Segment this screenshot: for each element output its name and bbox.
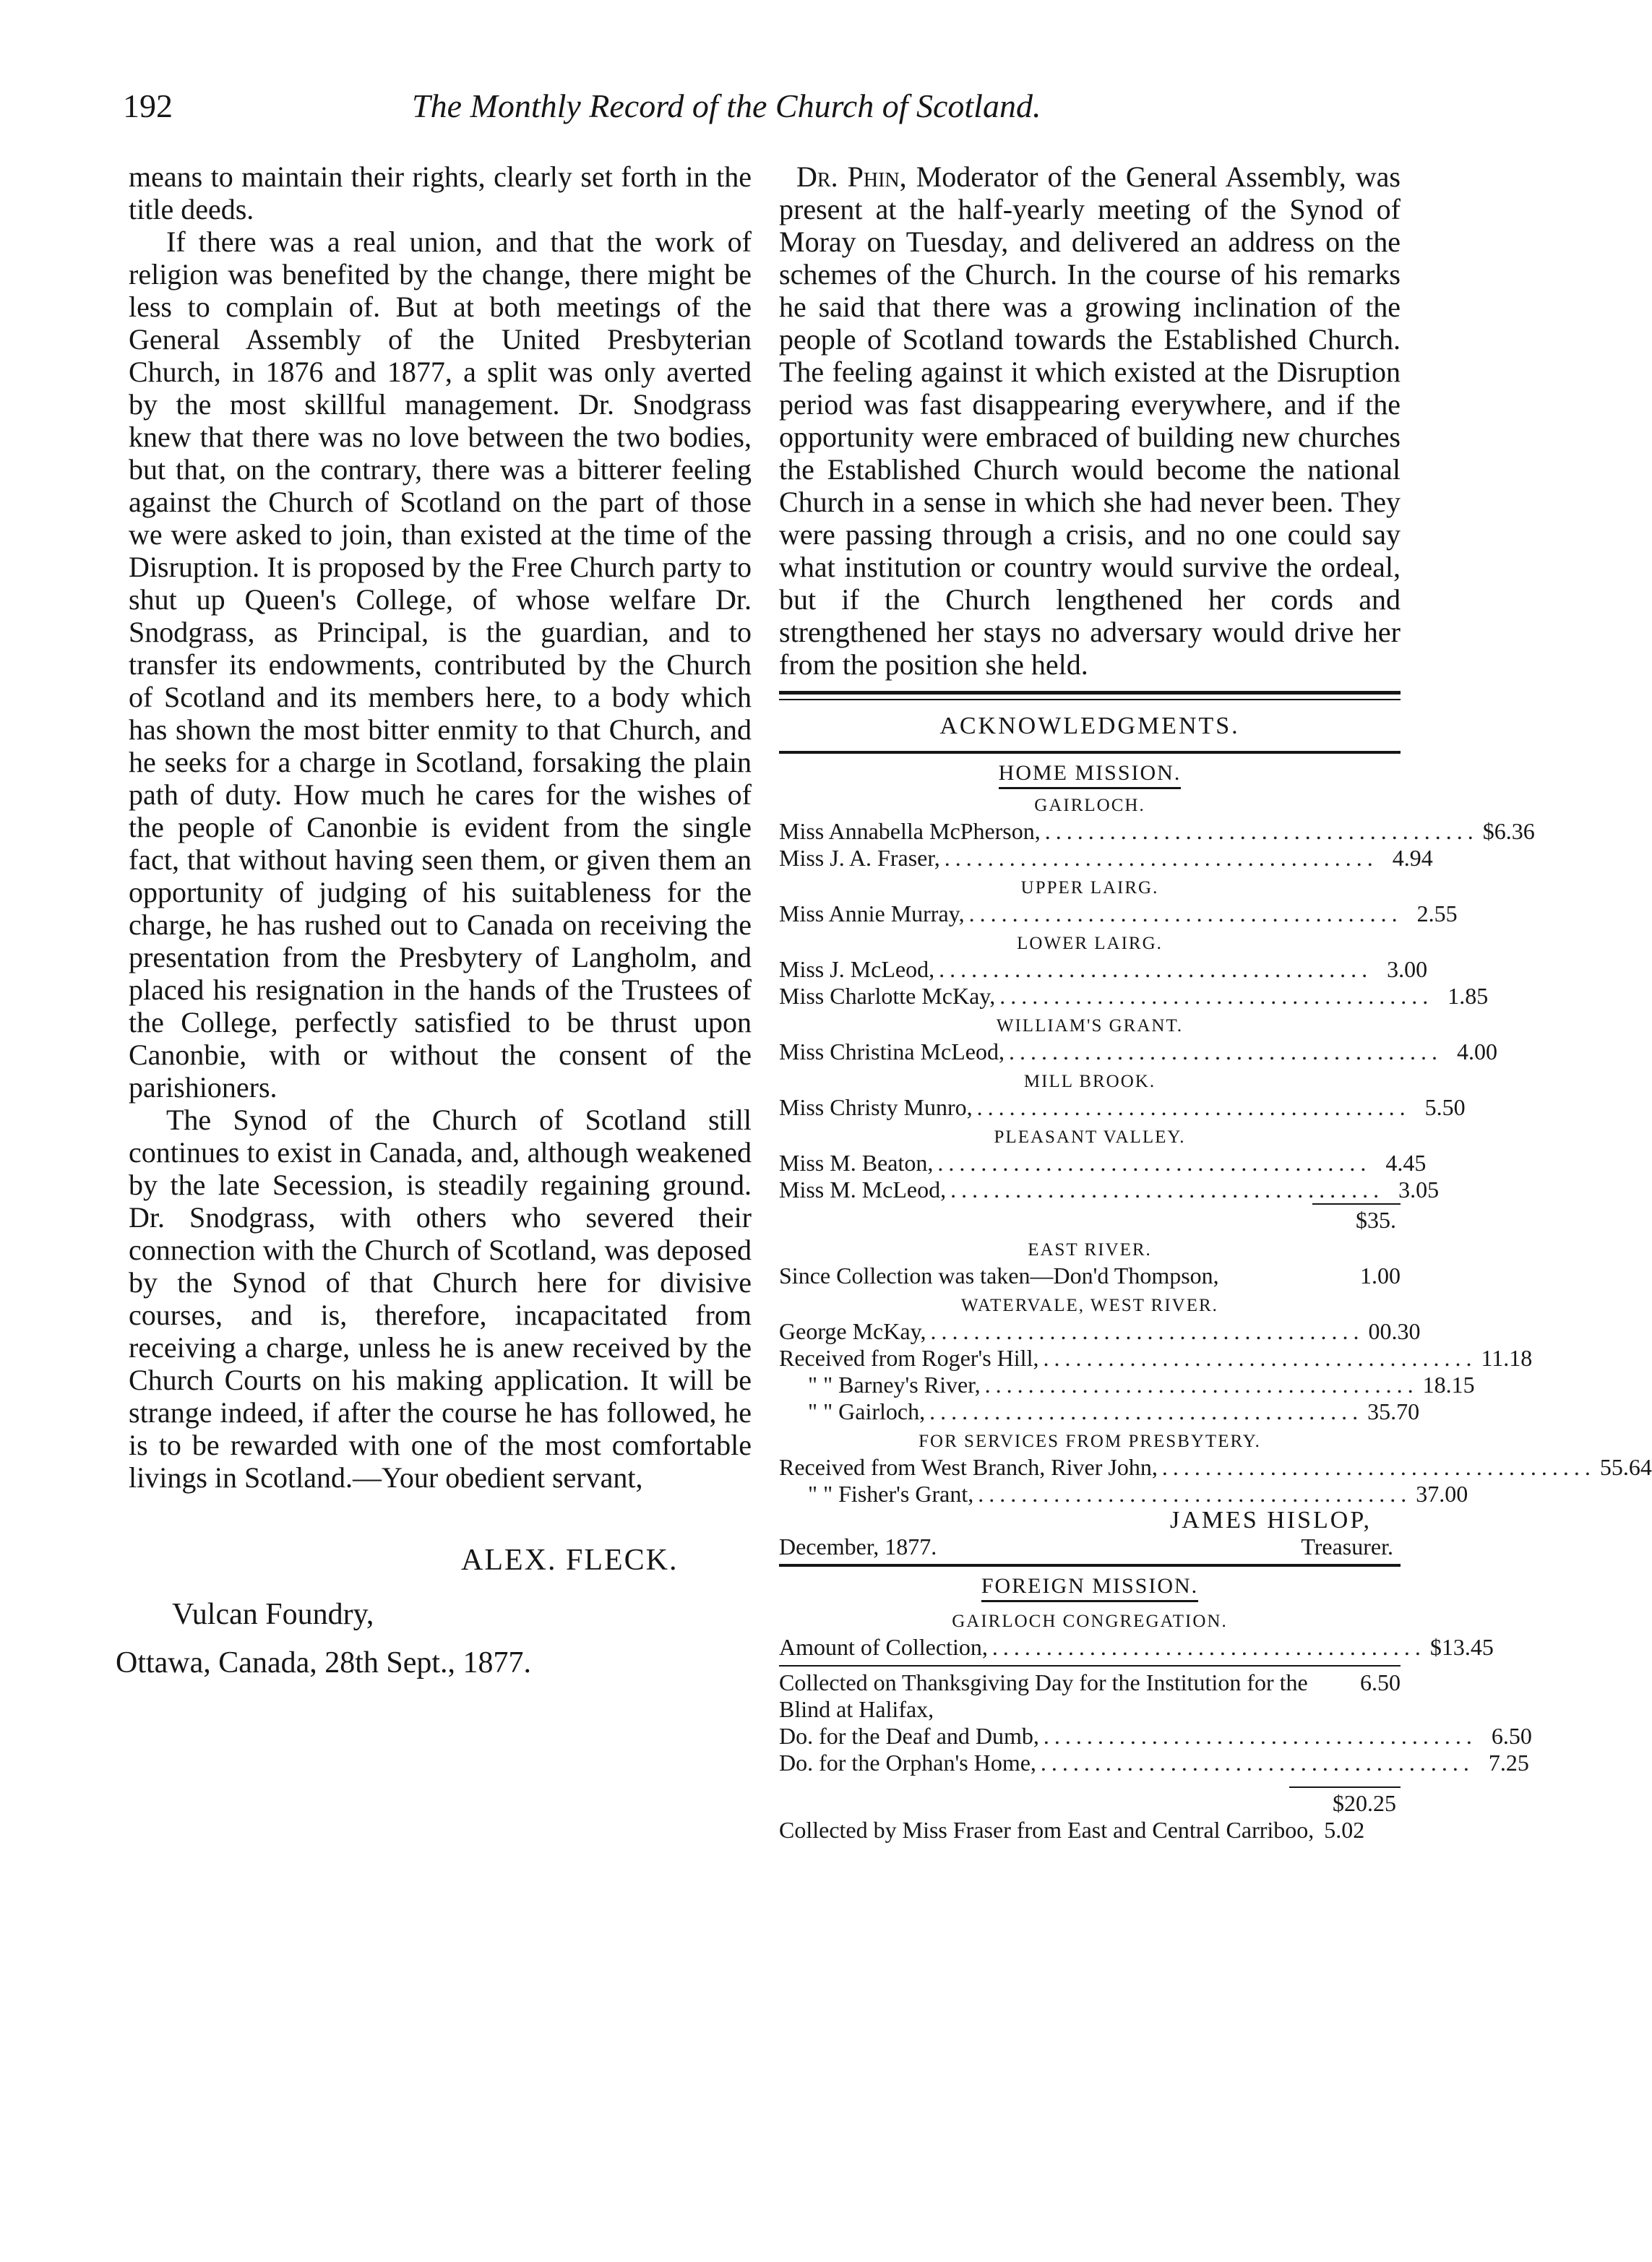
phin-text: Moderator of the General Assembly, was present at the half-yearly meeting of the Synod of Moray on Tuesday, and delivered an address on the schemes of the Church. In the course of his remarks he said that there was a growing inclination of the people of Scotland towards the Established Church. The feeling against it which existed at the Disruption period was fast disappearing everywhere, and if the opportunity were embraced of building new churches the Established Church would become the national Church in a sense in which she had never been. They were passing through a crisis, and no one could say what institution or country would survive the ordeal, but if the Church lengthened her cords and strengthened her stays no adversary would drive her from the position she held. — [779, 160, 1401, 681]
location-upper-lairg: UPPER LAIRG. — [1020, 878, 1159, 898]
list-item: " " Barney's River, ........................................ 18.15 — [808, 1372, 1475, 1398]
page-number: 192 — [123, 87, 173, 124]
collection-rule — [779, 1665, 1401, 1667]
list-item: Miss J. A. Fraser, ........................................ 4.94 — [779, 845, 1433, 871]
treasurer-row — [779, 1534, 1401, 1560]
acknowledgments-title: ACKNOWLEDGMENTS. — [939, 713, 1240, 739]
running-title: The Monthly Record of the Church of Scotland. — [412, 87, 1041, 124]
treasurer-name: JAMES HISLOP, — [1170, 1507, 1372, 1534]
list-item: Since Collection was taken—Don'd Thompson, 1.00 — [779, 1263, 1401, 1289]
list-item: " " Fisher's Grant, ........................................ 37.00 — [808, 1481, 1468, 1507]
list-item: " " Gairloch, ........................................ 35.70 — [808, 1398, 1420, 1424]
right-column — [779, 160, 1652, 1844]
location-pleasant-valley: PLEASANT VALLEY. — [994, 1127, 1186, 1147]
location-east-river: EAST RIVER. — [1028, 1240, 1152, 1260]
treasurer-date: December, 1877. — [779, 1534, 937, 1560]
list-item: Miss Annie Murray, ........................................ 2.55 — [779, 900, 1458, 926]
list-item: Amount of Collection, ........................................ $13.45 — [779, 1634, 1494, 1660]
paragraph-continuation: means to maintain their rights, clearly set forth in the title deeds. — [129, 160, 752, 225]
list-item: Miss M. Beaton, ........................................ 4.45 — [779, 1150, 1427, 1176]
list-item: Received from Roger's Hill, ........................................ 11.18 — [779, 1345, 1533, 1371]
home-mission-heading — [779, 760, 1401, 789]
location-mill-brook: MILL BROOK. — [1023, 1072, 1156, 1091]
treasurer-title: Treasurer. — [1301, 1534, 1393, 1560]
list-item: George McKay, ........................................ 00.30 — [779, 1318, 1421, 1344]
list-item: Miss Annabella McPherson, ........................................ $6.36 — [779, 818, 1535, 844]
list-item: Do. for the Deaf and Dumb, ........................................ 6.50 — [779, 1723, 1532, 1749]
location-watervale: WATERVALE, WEST RIVER. — [961, 1296, 1218, 1315]
location-lower-lairg: LOWER LAIRG. — [1017, 934, 1163, 953]
paragraph-union: If there was a real union, and that the work of religion was benefited by the change, there might be less to complain of. But at both meetings of the General Assembly of the United Presbyterian Church, in 1876 and 1877, a split was only averted by the most skillful management. Dr. Snodgrass knew that there was no love between the two bodies, but that, on the contrary, there was a bitterer feeling against the Church of Scotland on the part of those we were asked to join, than existed at the time of the Disruption. It is proposed by the Free Church party to shut up Queen's College, of whose welfare Dr. Snodgrass, as Principal, is the guardian, and to transfer its endowments, contributed by the Church of Scotland and its members here, to a body which has shown the most bitter enmity to that Church, and he seeks for a charge in Scotland, forsaking the plain path of duty. How much he cares for the wishes of the people of Canonbie is evident from the single fact, that without having seen them, or given them an opportunity of judging of his suitableness for the charge, he has rushed out to Canada on receiving the presentation from the Presbytery of Langholm, and placed his resignation in the hands of the Trustees of the College, perfectly satisfied to be thrust upon Canonbie, with or without the consent of the parishioners. — [129, 225, 752, 1104]
list-item: Do. for the Orphan's Home, ........................................ 7.25 — [779, 1750, 1529, 1776]
list-item: Miss M. McLeod, ........................................ 3.05 — [779, 1177, 1440, 1203]
home-mission-subtotal: $35. — [779, 1203, 1401, 1234]
list-item: Miss Charlotte McKay, ........................................ 1.85 — [779, 983, 1489, 1009]
location-presbytery-services: FOR SERVICES FROM PRESBYTERY. — [919, 1432, 1261, 1451]
location-gairloch: GAIRLOCH. — [1034, 796, 1145, 815]
list-item: Received from West Branch, River John, ........................................ 55.64 — [779, 1454, 1652, 1480]
letter-signature: ALEX. FLECK. — [461, 1544, 679, 1577]
letter-dateline: Ottawa, Canada, 28th Sept., 1877. — [116, 1646, 532, 1680]
phin-lead: Dr. Phin, — [796, 160, 907, 193]
paragraph-synod: The Synod of the Church of Scotland still continues to exist in Canada, and, although weakened by the late Secession, is steadily regaining ground. Dr. Snodgrass, with others who severed their connection with the Church of Scotland, was deposed by the Synod of that Church here for divisive courses, and is, therefore, incapacitated from receiving a charge, unless he is anew received by the Church Courts on his making application. It will be strange indeed, if after the course he has followed, he is to be rewarded with one of the most comfortable livings in Scotland.—Your obedient servant, — [129, 1104, 752, 1494]
letter-place: Vulcan Foundry, — [172, 1598, 374, 1631]
foreign-mission-subtotal: $20.25 — [779, 1786, 1401, 1817]
location-williams-grant: WILLIAM'S GRANT. — [996, 1016, 1184, 1036]
paragraph-phin — [779, 160, 1401, 681]
list-item: Collected on Thanksgiving Day for the Institution for the Blind at Halifax, 6.50 — [779, 1669, 1401, 1722]
acknowledgments-rule — [779, 751, 1401, 754]
foreign-mission-rule — [779, 1564, 1401, 1567]
home-mission-title: HOME MISSION. — [999, 760, 1182, 789]
list-item: Miss Christina McLeod, ........................................ 4.00 — [779, 1038, 1497, 1065]
page-header — [123, 87, 1416, 137]
section-divider — [779, 691, 1401, 700]
foreign-mission-heading — [779, 1573, 1401, 1602]
foreign-mission-title: FOREIGN MISSION. — [981, 1573, 1198, 1602]
list-item: Collected by Miss Fraser from East and Central Carriboo, 5.02 — [779, 1817, 1365, 1843]
location-gairloch-congregation: GAIRLOCH CONGREGATION. — [952, 1612, 1228, 1631]
list-item: Miss Christy Munro, ........................................ 5.50 — [779, 1094, 1466, 1120]
list-item: Miss J. McLeod, ........................................ 3.00 — [779, 956, 1428, 982]
left-column — [116, 160, 752, 1680]
